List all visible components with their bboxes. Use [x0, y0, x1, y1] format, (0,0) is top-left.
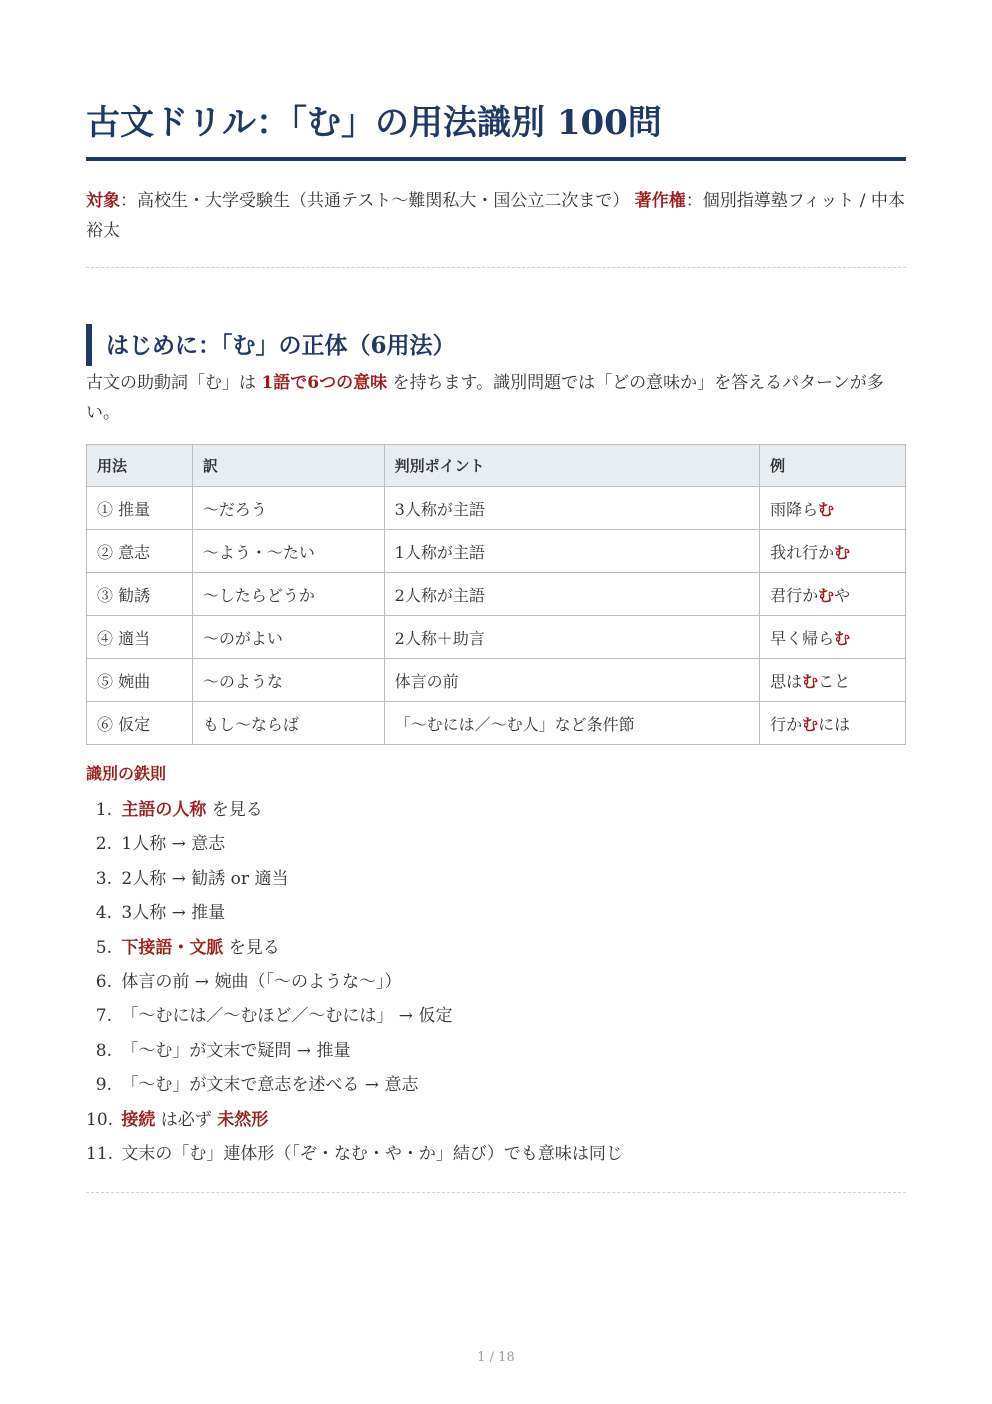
copyright-value: ：個別指導塾フィット / 中本裕太	[86, 191, 905, 241]
page-title: 古文ドリル：「む」の用法識別 100問	[86, 103, 662, 143]
header-usage: 用法	[87, 445, 193, 487]
cell-translation: 〜よう・〜たい	[192, 530, 384, 573]
intro-paragraph	[86, 368, 906, 428]
table-header-row	[87, 445, 906, 487]
example-text: 雨降ら	[770, 499, 819, 519]
list-number: 5.	[95, 937, 112, 958]
table-row	[87, 530, 906, 573]
cell-example	[760, 530, 906, 573]
list-item	[86, 999, 906, 1033]
cell-translation: 〜のような	[192, 659, 384, 702]
example-text: 君行か	[770, 585, 819, 605]
list-number: 6.	[95, 971, 112, 992]
cell-point: 「〜むには／〜む人」など条件節	[384, 702, 759, 745]
cell-example	[760, 616, 906, 659]
cell-point: 2人称が主語	[384, 573, 759, 616]
divider	[86, 267, 906, 268]
list-item	[86, 862, 906, 896]
table-row	[87, 487, 906, 530]
list-text: 3人称 → 推量	[121, 903, 226, 924]
cell-usage: ⑤ 婉曲	[87, 659, 193, 702]
cell-point: 2人称＋助言	[384, 616, 759, 659]
example-emphasis: む	[802, 671, 819, 691]
header-translation: 訳	[192, 445, 384, 487]
list-number: 9.	[95, 1075, 112, 1096]
cell-translation: もし〜ならば	[192, 702, 384, 745]
list-item	[86, 931, 906, 965]
page-number: 1 / 18	[477, 1350, 515, 1365]
target-value: ：高校生・大学受験生（共通テスト〜難関私大・国公立二次まで）	[120, 191, 630, 211]
cell-usage: ④ 適当	[87, 616, 193, 659]
title-underline	[86, 157, 906, 161]
table-row	[87, 659, 906, 702]
example-text-end: や	[834, 585, 851, 605]
cell-usage: ⑥ 仮定	[87, 702, 193, 745]
list-text: 「〜むには／〜むほど／〜むには」 → 仮定	[121, 1006, 453, 1027]
header-example: 例	[760, 445, 906, 487]
divider	[86, 1192, 906, 1193]
intro-emphasis: 1語で6つの意味	[261, 373, 388, 393]
section-heading: はじめに：「む」の正体（6用法）	[86, 324, 456, 366]
list-emphasis: 主語の人称	[121, 800, 207, 820]
list-item	[86, 1137, 906, 1171]
cell-example	[760, 659, 906, 702]
list-text: 「〜む」が文末で意志を述べる → 意志	[121, 1075, 419, 1096]
list-text: 1人称 → 意志	[121, 834, 226, 855]
list-item	[86, 827, 906, 861]
copyright-label: 著作権	[634, 191, 686, 211]
cell-translation: 〜したらどうか	[192, 573, 384, 616]
cell-translation: 〜だろう	[192, 487, 384, 530]
list-number: 4.	[95, 903, 112, 924]
example-text: 思は	[770, 671, 803, 691]
list-item	[86, 965, 906, 999]
example-emphasis: む	[802, 714, 819, 734]
list-item	[86, 1068, 906, 1102]
list-text: 「〜む」が文末で疑問 → 推量	[121, 1040, 351, 1061]
list-item	[86, 793, 906, 827]
list-text: 文末の「む」連体形（「ぞ・なむ・や・か」結び）でも意味は同じ	[121, 1143, 623, 1164]
rules-list	[86, 793, 906, 1171]
cell-point: 体言の前	[384, 659, 759, 702]
example-emphasis: む	[818, 585, 835, 605]
list-number: 1.	[95, 800, 112, 820]
table-row	[87, 616, 906, 659]
cell-example	[760, 487, 906, 530]
example-emphasis: む	[834, 542, 851, 562]
example-emphasis: む	[834, 628, 851, 648]
table-row	[87, 573, 906, 616]
list-number: 8.	[95, 1040, 112, 1061]
example-text-end: こと	[818, 671, 851, 691]
example-text: 行か	[770, 714, 803, 734]
cell-translation: 〜のがよい	[192, 616, 384, 659]
list-number: 3.	[95, 868, 112, 889]
cell-example	[760, 702, 906, 745]
rules-title: 識別の鉄則	[86, 764, 167, 783]
meta-info	[86, 186, 906, 246]
list-item	[86, 896, 906, 930]
list-text-mid: を見る	[206, 800, 263, 820]
list-item	[86, 1103, 906, 1137]
example-text-end: には	[818, 714, 851, 734]
intro-text: 古文の助動詞「む」は	[86, 373, 262, 393]
list-number: 7.	[95, 1006, 112, 1027]
cell-usage: ② 意志	[87, 530, 193, 573]
list-emphasis: 下接語・文脈	[121, 937, 224, 958]
list-number: 10.	[86, 1109, 114, 1130]
list-number: 11.	[86, 1143, 114, 1164]
list-number: 2.	[95, 834, 112, 855]
list-emphasis-2: 未然形	[217, 1109, 269, 1130]
example-text: 我れ行か	[770, 542, 835, 562]
list-text: 2人称 → 勧誘 or 適当	[121, 868, 289, 889]
list-item	[86, 1034, 906, 1068]
list-emphasis: 接続	[121, 1109, 156, 1130]
cell-usage: ① 推量	[87, 487, 193, 530]
example-emphasis: む	[818, 499, 835, 519]
usage-table	[86, 444, 906, 745]
list-text-mid: を見る	[223, 937, 280, 958]
cell-point: 3人称が主語	[384, 487, 759, 530]
cell-usage: ③ 勧誘	[87, 573, 193, 616]
cell-example	[760, 573, 906, 616]
table-row	[87, 702, 906, 745]
cell-point: 1人称が主語	[384, 530, 759, 573]
target-label: 対象	[86, 191, 120, 211]
example-text: 早く帰ら	[770, 628, 835, 648]
header-point: 判別ポイント	[384, 445, 759, 487]
list-text-mid: は必ず	[155, 1109, 218, 1130]
intro-text-end: を持ちます。識別問題では「どの意味か」を答えるパターンが多い。	[86, 373, 884, 423]
list-text: 体言の前 → 婉曲（「〜のような〜」）	[121, 971, 402, 992]
